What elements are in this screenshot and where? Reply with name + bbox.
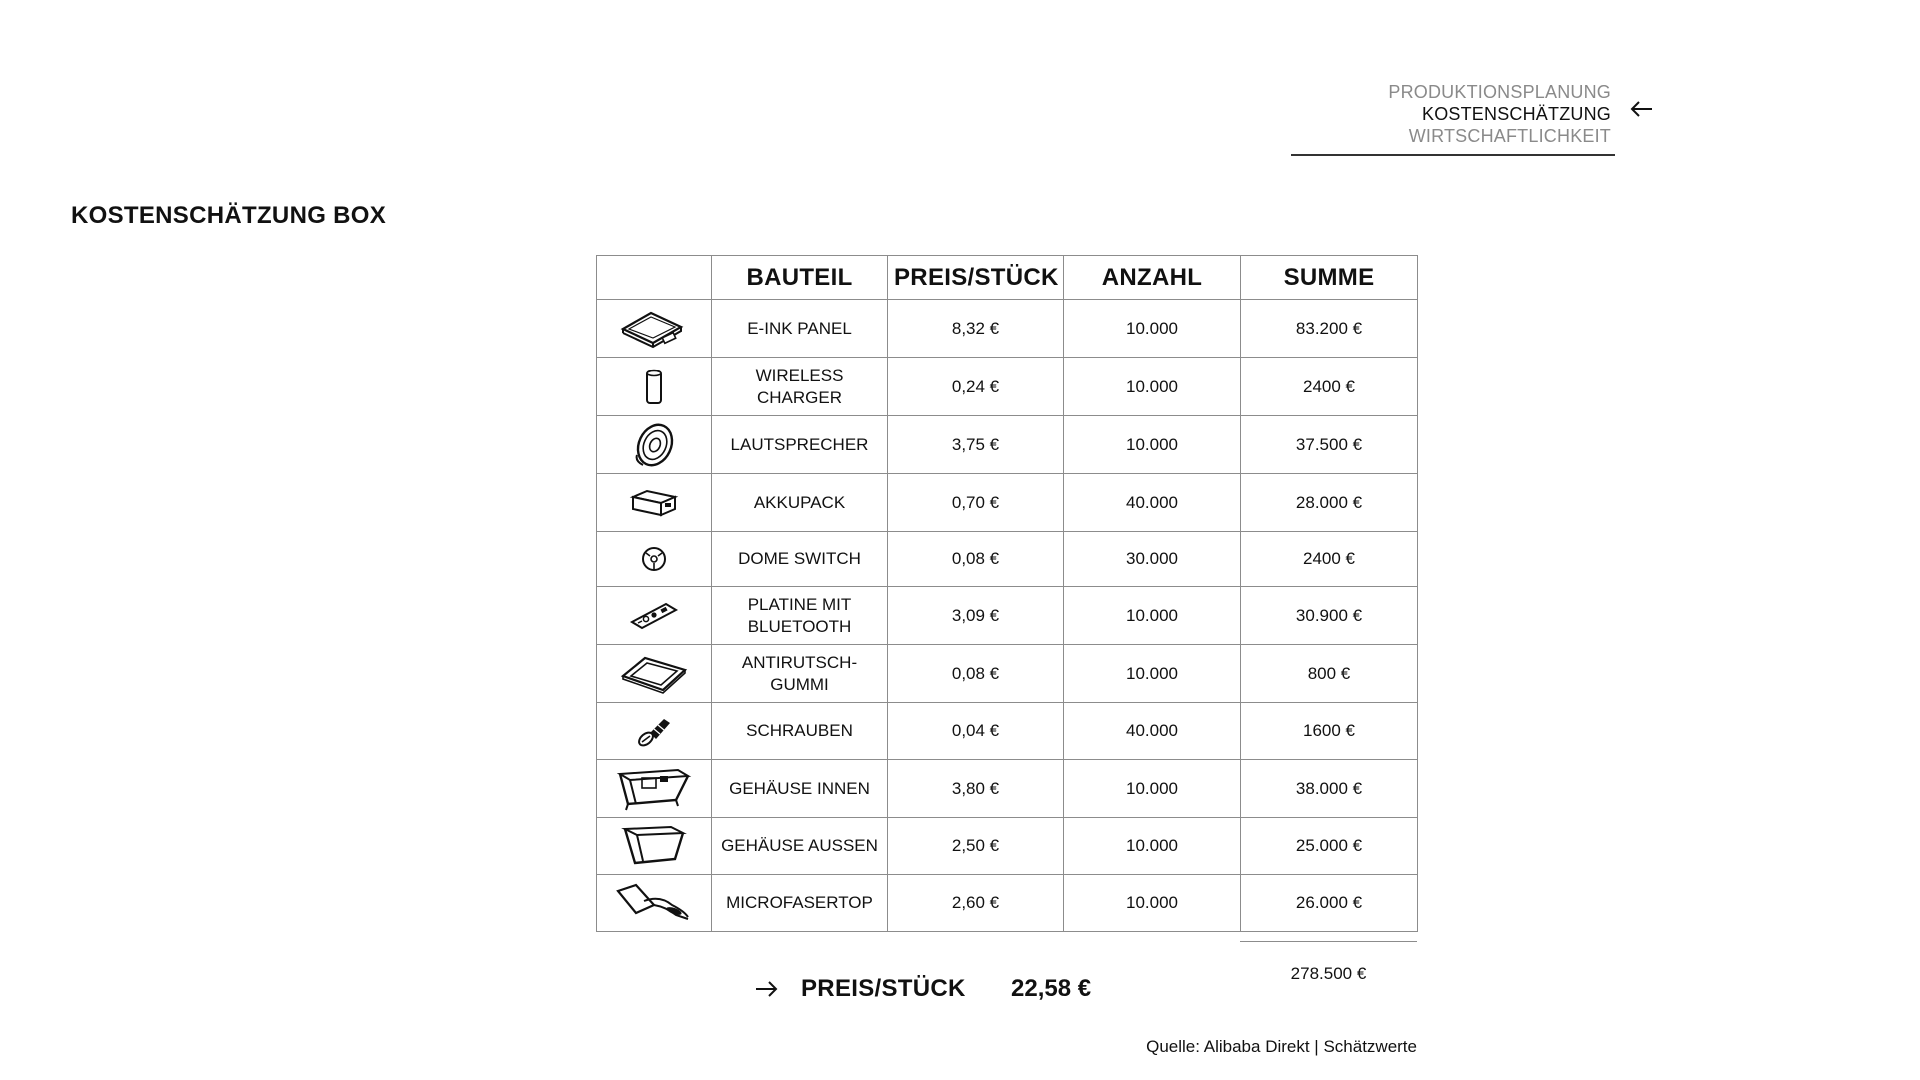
row-sum: 2400 € (1241, 358, 1418, 416)
battery-pack-icon (629, 485, 679, 521)
header-price: PREIS/STÜCK (888, 256, 1064, 300)
table-row (597, 818, 1418, 875)
source-note: Quelle: Alibaba Direkt | Schätzwerte (1146, 1037, 1417, 1056)
row-sum: 25.000 € (1241, 818, 1418, 875)
part-name: DOME SWITCH (712, 532, 888, 587)
inner-housing-icon (616, 764, 692, 814)
unit-price: 8,32 € (888, 300, 1064, 358)
unit-price: 0,04 € (888, 703, 1064, 760)
row-sum: 28.000 € (1241, 474, 1418, 532)
quantity: 30.000 (1064, 532, 1241, 587)
table-row (597, 703, 1418, 760)
arrow-right-icon (754, 981, 778, 997)
quantity: 10.000 (1064, 818, 1241, 875)
quantity: 10.000 (1064, 358, 1241, 416)
part-name: E-INK PANEL (712, 300, 888, 358)
total-sum: 278.500 € (1290, 964, 1367, 983)
part-name: ANTIRUTSCH-GUMMI (741, 652, 858, 694)
unit-price-value: 22,58 € (1011, 975, 1092, 1002)
header-qty: ANZAHL (1064, 256, 1241, 300)
arrow-left-icon (1630, 101, 1654, 117)
quantity: 10.000 (1064, 760, 1241, 818)
part-name: MICROFASERTOP (712, 875, 888, 932)
cost-table (596, 255, 1418, 932)
unit-price: 0,70 € (888, 474, 1064, 532)
part-name: AKKUPACK (712, 474, 888, 532)
table-row (597, 300, 1418, 358)
outer-housing-icon (621, 821, 687, 871)
part-name: SCHRAUBEN (712, 703, 888, 760)
microfiber-top-icon (614, 881, 694, 925)
part-name: WIRELESS CHARGER (755, 365, 844, 407)
circuit-board-icon (628, 598, 680, 634)
dome-switch-icon (639, 544, 669, 574)
e-ink-panel-icon (619, 307, 689, 351)
table-header-row (597, 256, 1418, 300)
wireless-charger-icon (639, 365, 669, 409)
screw-icon (634, 711, 674, 751)
page-title: KOSTENSCHÄTZUNG BOX (71, 202, 387, 229)
nav-item-produktionsplanung[interactable]: PRODUKTIONSPLANUNG (1388, 82, 1611, 102)
quantity: 40.000 (1064, 703, 1241, 760)
total-divider (1240, 941, 1417, 942)
part-name: PLATINE MIT BLUETOOTH (747, 594, 852, 636)
unit-price: 3,80 € (888, 760, 1064, 818)
row-sum: 2400 € (1241, 532, 1418, 587)
unit-price: 0,08 € (888, 532, 1064, 587)
nav-item-kostenschaetzung[interactable]: KOSTENSCHÄTZUNG (1421, 104, 1611, 124)
speaker-icon (629, 421, 679, 469)
row-sum: 37.500 € (1241, 416, 1418, 474)
table-row (597, 645, 1418, 703)
row-sum: 1600 € (1241, 703, 1418, 760)
unit-price: 0,24 € (888, 358, 1064, 416)
unit-price: 2,60 € (888, 875, 1064, 932)
table-row (597, 875, 1418, 932)
quantity: 10.000 (1064, 875, 1241, 932)
quantity: 10.000 (1064, 587, 1241, 645)
quantity: 10.000 (1064, 416, 1241, 474)
nav-divider (1291, 154, 1615, 156)
part-name: LAUTSPRECHER (712, 416, 888, 474)
table-row (597, 416, 1418, 474)
unit-price: 3,75 € (888, 416, 1064, 474)
header-part: BAUTEIL (712, 256, 888, 300)
row-sum: 30.900 € (1241, 587, 1418, 645)
header-icon (597, 256, 712, 300)
unit-price: 2,50 € (888, 818, 1064, 875)
row-sum: 26.000 € (1241, 875, 1418, 932)
unit-price: 3,09 € (888, 587, 1064, 645)
section-nav (1388, 81, 1611, 147)
table-row (597, 474, 1418, 532)
nav-item-wirtschaftlichkeit[interactable]: WIRTSCHAFTLICHKEIT (1408, 126, 1611, 146)
rubber-pad-icon (619, 652, 689, 696)
table-row (597, 532, 1418, 587)
quantity: 40.000 (1064, 474, 1241, 532)
unit-price: 0,08 € (888, 645, 1064, 703)
header-sum: SUMME (1241, 256, 1418, 300)
unit-price-label: PREIS/STÜCK (801, 975, 966, 1002)
part-name: GEHÄUSE AUSSEN (712, 818, 888, 875)
table-row (597, 358, 1418, 416)
quantity: 10.000 (1064, 645, 1241, 703)
table-row (597, 587, 1418, 645)
row-sum: 38.000 € (1241, 760, 1418, 818)
row-sum: 800 € (1241, 645, 1418, 703)
quantity: 10.000 (1064, 300, 1241, 358)
table-row (597, 760, 1418, 818)
row-sum: 83.200 € (1241, 300, 1418, 358)
part-name: GEHÄUSE INNEN (712, 760, 888, 818)
